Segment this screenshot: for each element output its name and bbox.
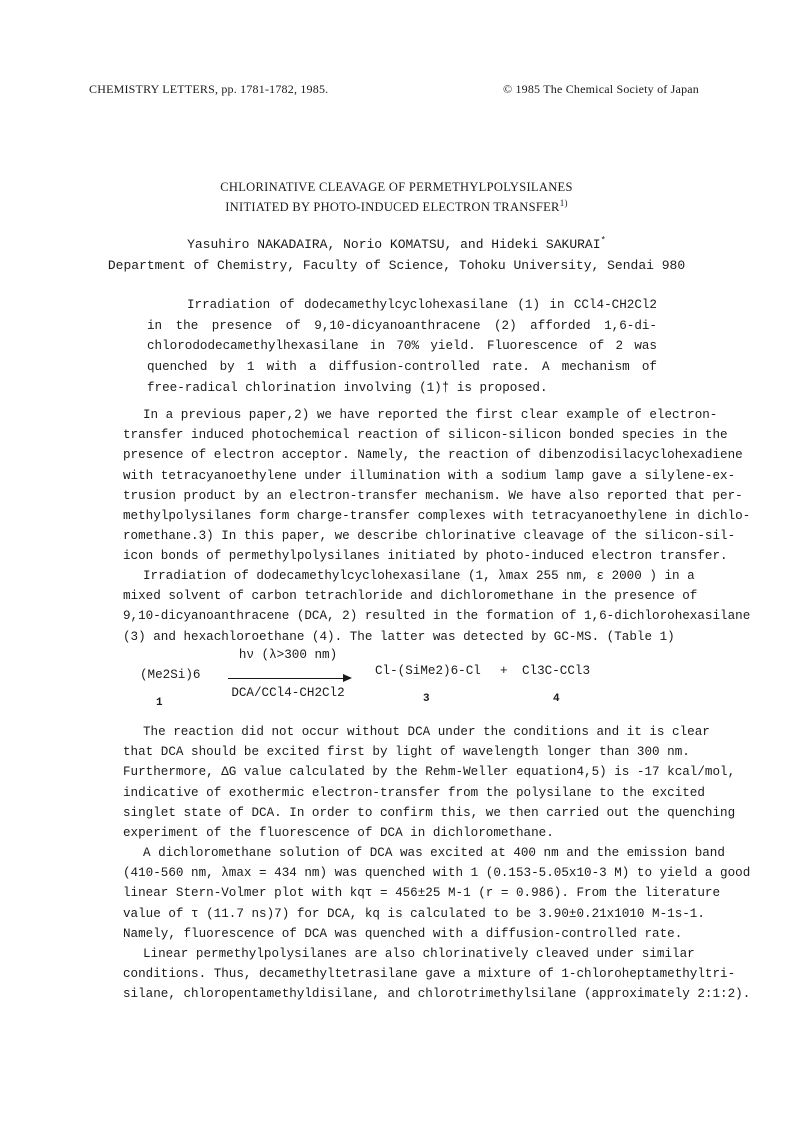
body-line: Linear permethylpolysilanes are also chlorinatively cleaved under similar bbox=[143, 947, 695, 961]
body-line: conditions. Thus, decamethyltetrasilane gave a mixture of 1-chloroheptamethyltri- bbox=[123, 967, 736, 982]
paper-title-line1: CHLORINATIVE CLEAVAGE OF PERMETHYLPOLYSILANES bbox=[220, 180, 573, 194]
body-line: that DCA should be excited first by light of wavelength longer than 300 nm. bbox=[123, 745, 690, 760]
body-line: presence of electron acceptor. Namely, the reaction of dibenzodisilacyclohexadiene bbox=[123, 448, 743, 463]
affiliation: Department of Chemistry, Faculty of Science, Tohoku University, Sendai 980 bbox=[107, 258, 686, 273]
reactant-number: 1 bbox=[156, 697, 163, 709]
paper-title-line2-text: INITIATED BY PHOTO-INDUCED ELECTRON TRANSFER bbox=[225, 200, 560, 214]
body-line: icon bonds of permethylpolysilanes initiated by photo-induced electron transfer. bbox=[123, 549, 728, 564]
body-line: (410-560 nm, λmax = 434 nm) was quenched with 1 (0.153-5.05x10-3 M) to yield a good bbox=[123, 866, 751, 881]
abstract-line: free-radical chlorination involving (1)† is proposed. bbox=[147, 380, 548, 395]
body-line: transfer induced photochemical reaction of silicon-silicon bonded species in the bbox=[123, 428, 728, 443]
body-line: Namely, fluorescence of DCA was quenched with a diffusion-controlled rate. bbox=[123, 926, 683, 941]
body-paragraph-2 bbox=[123, 566, 751, 647]
body-line: Furthermore, ΔG value calculated by the Rehm-Weller equation4,5) is -17 kcal/mol, bbox=[123, 765, 736, 780]
body-line: In a previous paper,2) we have reported the first clear example of electron- bbox=[143, 408, 718, 422]
reaction-arrow bbox=[228, 678, 348, 679]
journal-citation: CHEMISTRY LETTERS, pp. 1781-1782, 1985. bbox=[89, 82, 329, 96]
title-footnote-mark: 1) bbox=[559, 197, 568, 208]
body-line: A dichloromethane solution of DCA was excited at 400 nm and the emission band bbox=[143, 846, 725, 860]
author-names bbox=[0, 237, 793, 252]
body-line: trusion product by an electron-transfer mechanism. We have also reported that per- bbox=[123, 488, 743, 503]
body-paragraph-5 bbox=[123, 944, 751, 1005]
body-line: (3) and hexachloroethane (4). The latter was detected by GC-MS. (Table 1) bbox=[123, 629, 675, 644]
product1-formula: Cl-(SiMe2)6-Cl bbox=[375, 664, 481, 678]
body-paragraph-4 bbox=[123, 843, 751, 944]
reactant-formula: (Me2Si)6 bbox=[140, 668, 201, 682]
abstract-line: chlorododecamethylhexasilane in 70% yield. Fluorescence of 2 was bbox=[147, 339, 657, 354]
body-paragraph-1 bbox=[123, 405, 751, 567]
abstract-line: Irradiation of dodecamethylcyclohexasilane (1) in CCl4-CH2Cl2 bbox=[187, 298, 657, 312]
reaction-conditions-bottom: DCA/CCl4-CH2Cl2 bbox=[231, 686, 345, 700]
paper-title-line2 bbox=[0, 197, 793, 215]
plus-sign: + bbox=[500, 664, 508, 678]
copyright-notice: © 1985 The Chemical Society of Japan bbox=[502, 82, 699, 96]
abstract bbox=[147, 295, 657, 398]
corresponding-mark: * bbox=[600, 235, 606, 246]
product1-number: 3 bbox=[423, 693, 430, 705]
body-line: 9,10-dicyanoanthracene (DCA, 2) resulted in the formation of 1,6-dichlorohexasilane bbox=[123, 609, 751, 624]
reaction-conditions-top: hν (λ>300 nm) bbox=[238, 648, 338, 662]
body-line: romethane.3) In this paper, we describe chlorinative cleavage of the silicon-sil- bbox=[123, 529, 736, 544]
body-paragraph-3 bbox=[123, 722, 736, 843]
body-line: value of τ (11.7 ns)7) for DCA, kq is calculated to be 3.90±0.21x1010 M-1s-1. bbox=[123, 906, 705, 921]
author-names-text: Yasuhiro NAKADAIRA, Norio KOMATSU, and Hideki SAKURAI bbox=[187, 237, 601, 252]
product2-formula: Cl3C-CCl3 bbox=[522, 664, 591, 678]
body-line: linear Stern-Volmer plot with kqτ = 456±25 M-1 (r = 0.986). From the literature bbox=[123, 886, 721, 901]
body-line: methylpolysilanes form charge-transfer complexes with tetracyanoethylene in dichlo- bbox=[123, 508, 751, 523]
body-line: with tetracyanoethylene under illumination with a sodium lamp gave a silylene-ex- bbox=[123, 468, 736, 483]
body-line: mixed solvent of carbon tetrachloride and dichloromethane in the presence of bbox=[123, 589, 698, 604]
abstract-line: quenched by 1 with a diffusion-controlled rate. A mechanism of bbox=[147, 360, 657, 375]
body-line: The reaction did not occur without DCA under the conditions and it is clear bbox=[143, 725, 710, 739]
body-line: indicative of exothermic electron-transfer from the polysilane to the excited bbox=[123, 785, 705, 800]
arrow-head-icon bbox=[343, 674, 352, 682]
abstract-line: in the presence of 9,10-dicyanoanthracene (2) afforded 1,6-di- bbox=[147, 318, 657, 333]
body-line: Irradiation of dodecamethylcyclohexasilane (1, λmax 255 nm, ε 2000 ) in a bbox=[143, 569, 695, 583]
body-line: experiment of the fluorescence of DCA in dichloromethane. bbox=[123, 825, 554, 840]
body-line: silane, chloropentamethyldisilane, and chlorotrimethylsilane (approximately 2:1:2). bbox=[123, 987, 751, 1002]
body-line: singlet state of DCA. In order to confirm this, we then carried out the quenching bbox=[123, 805, 736, 820]
product2-number: 4 bbox=[553, 693, 560, 705]
